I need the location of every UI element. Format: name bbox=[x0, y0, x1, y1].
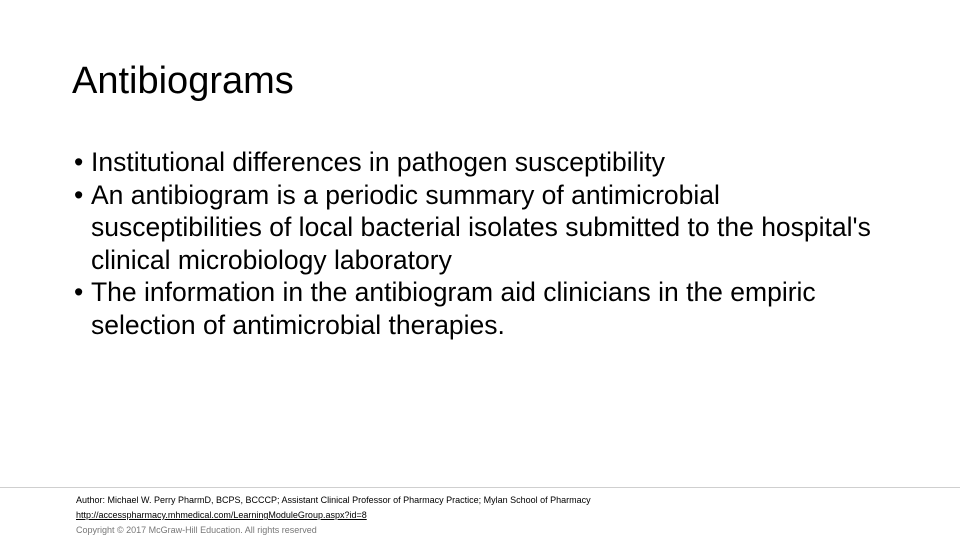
footer-author: Author: Michael W. Perry PharmD, BCPS, BCCCP; Assistant Clinical Professor of Pharmacy Practice; Mylan School of Pharmacy bbox=[76, 495, 591, 505]
footer bbox=[76, 493, 591, 538]
bullet-list bbox=[74, 146, 894, 341]
bullet-text: Institutional differences in pathogen susceptibility bbox=[91, 147, 666, 177]
footer-copyright: Copyright © 2017 McGraw-Hill Education. All rights reserved bbox=[76, 525, 317, 535]
bullet-item bbox=[74, 179, 894, 277]
slide-title: Antibiograms bbox=[72, 60, 294, 102]
bullet-item bbox=[74, 276, 894, 341]
bullet-marker: • bbox=[74, 147, 84, 177]
footer-source-link[interactable]: http://accesspharmacy.mhmedical.com/LearningModuleGroup.aspx?id=8 bbox=[76, 510, 367, 520]
footer-divider bbox=[0, 487, 960, 488]
bullet-item bbox=[74, 146, 894, 179]
bullet-text: An antibiogram is a periodic summary of antimicrobial susceptibilities of local bacterial isolates submitted to the hospital's clinical microbiology laboratory bbox=[91, 179, 871, 275]
bullet-marker: • bbox=[74, 277, 84, 307]
bullet-marker: • bbox=[74, 179, 84, 210]
bullet-text: The information in the antibiogram aid clinicians in the empiric selection of antimicrobial therapies. bbox=[91, 277, 816, 340]
